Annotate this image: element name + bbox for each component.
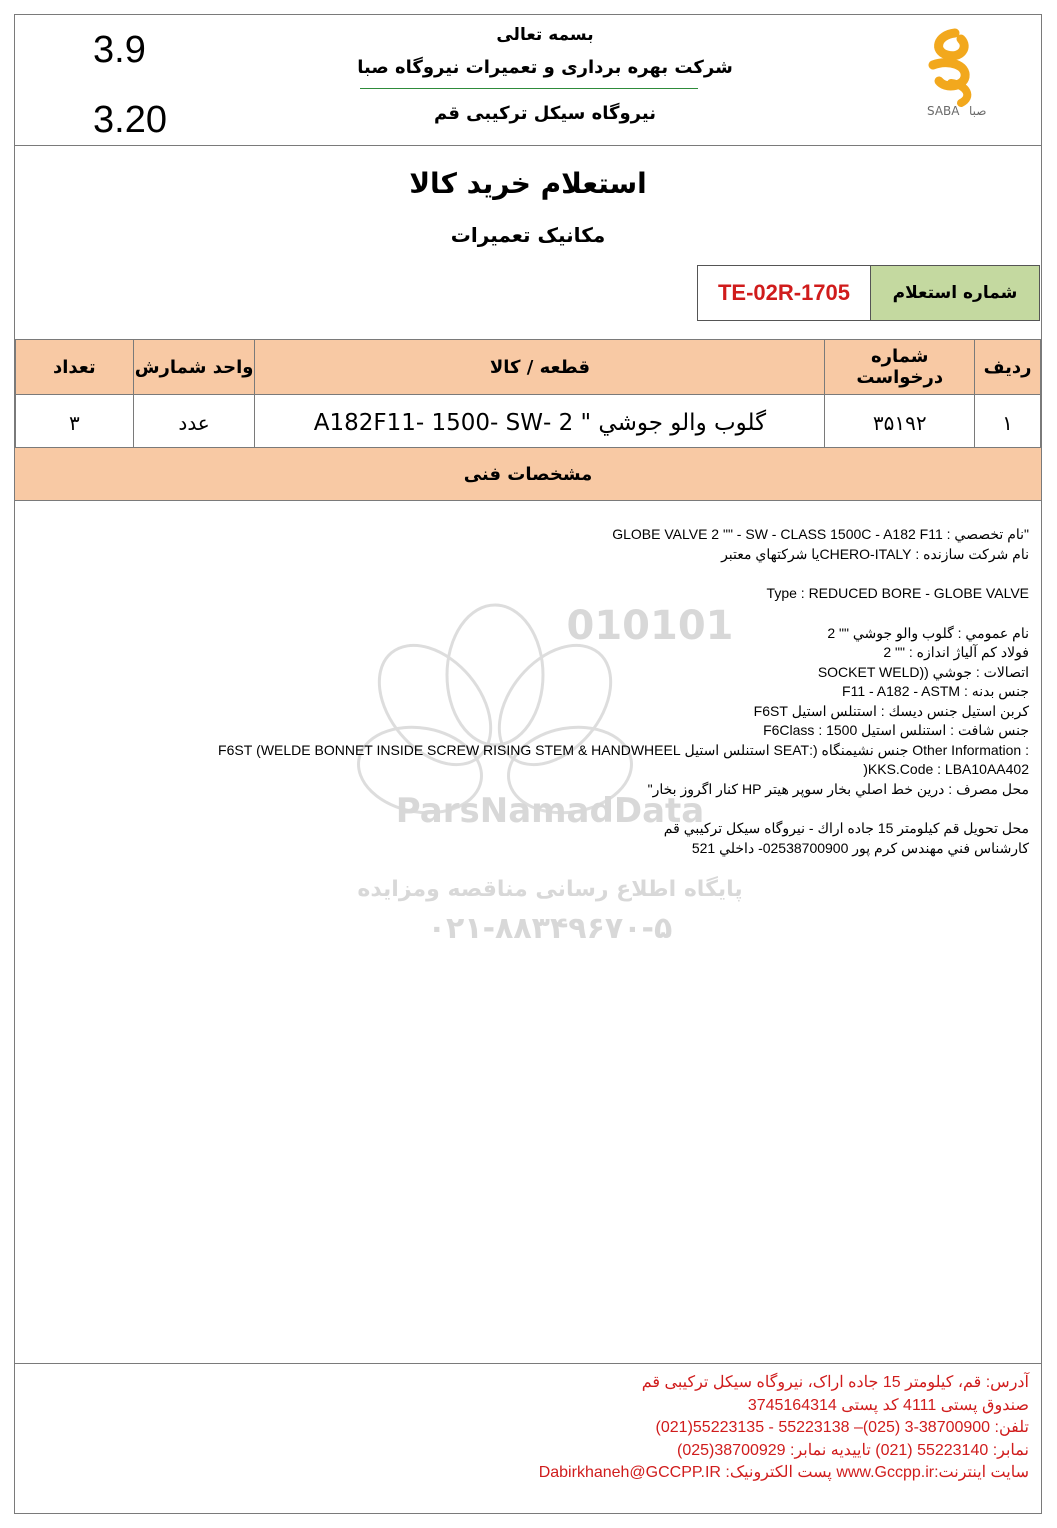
col-unit: واحد شمارش <box>133 340 255 395</box>
document-footer <box>15 1363 1041 1514</box>
footer-fax: نمابر: 55223140 (021) تاییدیه نمابر: 38700929(025) <box>677 1441 1029 1459</box>
col-row: ردیف <box>975 340 1041 395</box>
logo-latin: SABA <box>927 104 960 118</box>
saba-logo <box>903 25 1003 125</box>
spec-line: محل مصرف : درين خط اصلي بخار سوپر هيتر HP کنار اگروز بخار" <box>647 780 1029 797</box>
footer-address: آدرس: قم، کیلومتر 15 جاده اراک، نیروگاه سیکل ترکیبی قم <box>641 1374 1029 1391</box>
spec-line: محل تحويل قم کيلومتر 15 جاده اراك - نيروگاه سيکل ترکيبي قم <box>663 820 1029 836</box>
spec-line: Type : REDUCED BORE - GLOBE VALVE <box>766 585 1029 601</box>
spec-line: نام شرکت سازنده : CHERO-ITALYيا شرکتهاي معتبر <box>721 545 1029 562</box>
spec-line: "نام تخصصي : GLOBE VALVE 2 "" - SW - CLASS 1500C - A182 F11 <box>612 526 1029 542</box>
spec-line: : Other Information جنس نشيمنگاه (:SEAT استنلس استيل WELDE BONNET INSIDE SCREW RISING STEM & HANDWHEEL) F6ST <box>218 741 1029 758</box>
spec-gap <box>29 799 1029 819</box>
header-company: شرکت بهره برداری و تعمیرات نیروگاه صبا <box>357 57 733 78</box>
spec-gap <box>29 564 1029 584</box>
document-title: استعلام خرید کالا <box>409 167 647 200</box>
cell-item: گلوب والو جوشي " 2 -A182F11- 1500- SW <box>255 395 825 452</box>
spec-gap <box>29 604 1029 624</box>
spec-line: KKS.Code : LBA10AA402( <box>863 761 1029 777</box>
logo-swoosh-1 <box>939 33 965 56</box>
spec-line: اتصالات : جوشي ((SOCKET WELD <box>817 663 1029 680</box>
inquiry-number-label: شماره استعلام <box>871 266 1039 320</box>
watermark-digits: 010101 <box>566 603 734 649</box>
items-table-header <box>16 340 1041 395</box>
col-item: قطعه / کالا <box>255 340 825 395</box>
version-top: 3.9 <box>93 29 146 71</box>
watermark-persian: پایگاه اطلاع رسانی مناقصه ومزایده <box>357 877 743 902</box>
col-qty: تعداد <box>16 340 134 395</box>
cell-qty: ۳ <box>16 395 134 452</box>
version-bottom: 3.20 <box>93 99 167 141</box>
logo-farsi: صبا <box>969 104 987 118</box>
spec-line: کربن استيل جنس ديسك : استنلس استيل F6ST <box>753 702 1029 719</box>
inquiry-number-value: TE-02R-1705 <box>698 266 871 320</box>
spec-line: نام عمومي : گلوب والو جوشي "" 2 <box>827 624 1029 641</box>
cell-row: ۱ <box>975 395 1041 452</box>
header-plant: نیروگاه سیکل ترکیبی قم <box>434 103 656 124</box>
spec-line: جنس بدنه : F11 - A182 - ASTM <box>842 683 1029 699</box>
watermark-phone: ۰۲۱-۸۸۳۴۹۶۷۰-۵ <box>427 911 673 946</box>
footer-contact <box>539 1372 1029 1485</box>
spec-line: جنس شافت : استنلس استيل 1500 : F6Class <box>763 722 1029 738</box>
inquiry-number-box <box>697 265 1040 321</box>
col-request-no: شماره درخواست <box>825 340 975 395</box>
specs-body <box>29 525 1029 858</box>
footer-postal: صندوق پستی 4111 کد پستی 3745164314 <box>747 1396 1029 1414</box>
footer-web-email: سایت اینترنت:www.Gccpp.ir پست الکترونیک: Dabirkhaneh@GCCPP.IR <box>538 1464 1029 1481</box>
cell-unit: عدد <box>133 395 255 452</box>
document-page <box>14 14 1042 1514</box>
table-row <box>16 395 1041 452</box>
cell-request-no: ۳۵۱۹۲ <box>825 395 975 452</box>
footer-phone: تلفن: 38700900-3 (025)– 55223138 - 55223135(021) <box>655 1419 1029 1436</box>
header-divider <box>360 88 698 89</box>
document-header <box>15 15 1041 146</box>
header-basmala: بسمه تعالی <box>496 25 594 45</box>
spec-line: فولاد کم آلياژ اندازه : "" 2 <box>883 644 1029 660</box>
specs-title: مشخصات فنی <box>15 447 1041 501</box>
items-table <box>15 339 1041 452</box>
spec-line: كارشناس فني مهندس کرم پور 02538700900- داخلي 521 <box>691 839 1029 856</box>
logo-swoosh-3 <box>951 83 967 103</box>
watermark-brand: ParsNamadData <box>395 791 705 831</box>
document-subtitle: مکانیک تعمیرات <box>450 223 606 247</box>
